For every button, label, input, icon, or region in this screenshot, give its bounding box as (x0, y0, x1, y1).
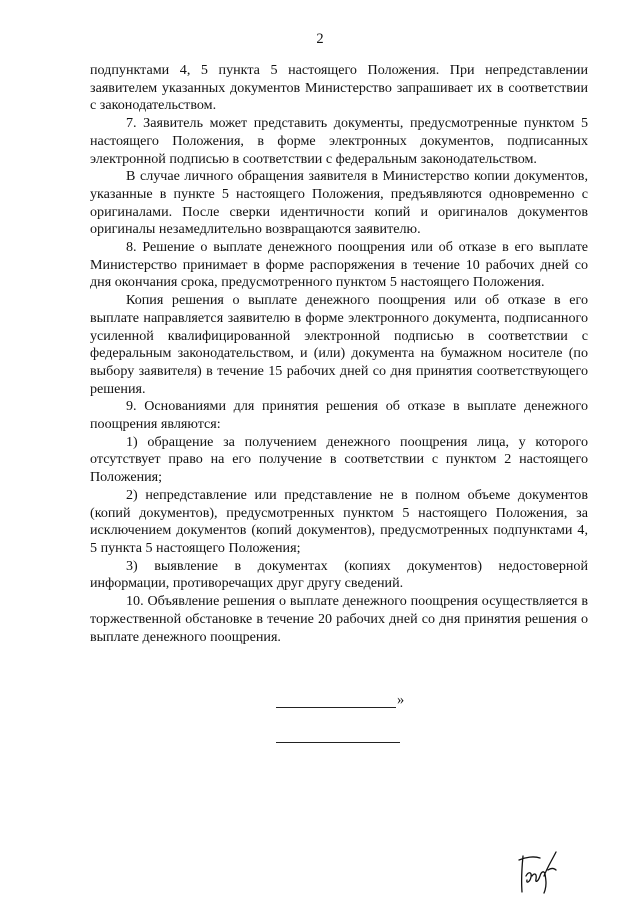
signature-stroke (519, 852, 556, 893)
document-body (90, 62, 588, 646)
paragraph-item-9-sub-3: 3) выявление в документах (копиях документов) недостоверной информации, противоречащих друг другу сведений. (90, 557, 588, 592)
paragraph-item-9-sub-2: 2) непредставление или представление не в полном объеме документов (копий документов), предусмотренных пунктом 5 настоящего Положения, за исключением документов (копий документов), предусмотренных подпунктами 4, 5 пункта 5 настоящего Положения; (90, 486, 588, 556)
closing-line (276, 692, 408, 712)
signature-icon (514, 846, 560, 898)
end-divider (276, 742, 400, 743)
closing-quote: » (397, 692, 405, 708)
paragraph-item-9-sub-1: 1) обращение за получением денежного поощрения лица, у которого отсутствует право на его получение в соответствии с пунктом 2 настоящего Положения; (90, 433, 588, 486)
paragraph-decision-copy: Копия решения о выплате денежного поощрения или об отказе в его выплате направляется заявителю в форме электронного документа, подписанного усиленной квалифицированной электронной подписью в соответствии с федеральным законодательством, и (или) документа на бумажном носителе (по выбору заявителя) в течение 15 рабочих дней со дня принятия соответствующего решения. (90, 292, 588, 397)
paragraph-item-8: 8. Решение о выплате денежного поощрения или об отказе в его выплате Министерство принимает в форме распоряжения в течение 10 рабочих дней со дня окончания срока, предусмотренного пунктом 5 настоящего Положения. (90, 239, 588, 291)
paragraph-item-7: 7. Заявитель может представить документы, предусмотренные пунктом 5 настоящего Положения, в форме электронных документов, подписанных электронной подписью в соответствии с федеральным законодательством. (90, 115, 588, 167)
closing-rule (276, 707, 396, 708)
paragraph-item-9: 9. Основаниями для принятия решения об отказе в выплате денежного поощрения являются: (90, 398, 588, 433)
paragraph-continuation: подпунктами 4, 5 пункта 5 настоящего Положения. При непредставлении заявителем указанных документов Министерство запрашивает их в соответствии с законодательством. (90, 62, 588, 114)
page-number: 2 (316, 31, 324, 47)
paragraph-item-10: 10. Объявление решения о выплате денежного поощрения осуществляется в торжественной обстановке в течение 20 рабочих дней со дня принятия решения о выплате денежного поощрения. (90, 593, 588, 645)
paragraph-personal-appeal: В случае личного обращения заявителя в Министерство копии документов, указанные в пункте 5 настоящего Положения, предъявляются одновременно с оригиналами. После сверки идентичности копий и оригиналов документов оригиналы незамедлительно возвращаются заявителю. (90, 168, 588, 238)
